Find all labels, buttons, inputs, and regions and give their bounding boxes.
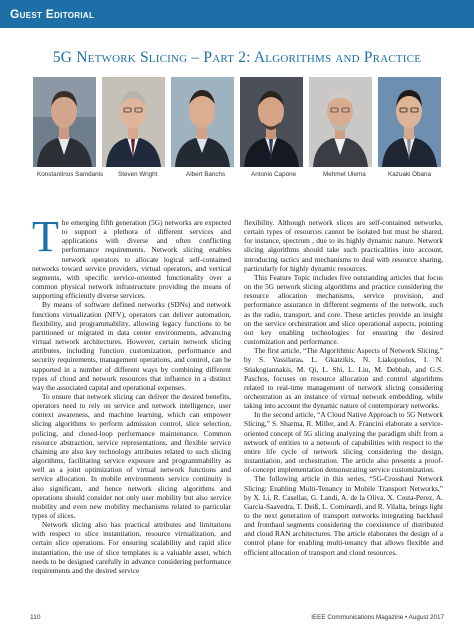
author-name: Steven Wright xyxy=(118,171,158,178)
author-name: Albert Banchs xyxy=(186,171,226,178)
author-name: Antonio Capone xyxy=(251,171,297,178)
body-paragraph: The following article in this series, “5G-Crosshaul Network Slicing: Enabling Multi-Tenancy in Mobile Transport Networks,” by X. Li, R. Casellas, G. Landi, A. de la Oliva, X. Costa-Perez, A. Garcia-Saavedra, T. Deiß, L. Cominardi, and R. Vilalta, brings light to the next generation of transport networks integrating backhaul and fronthaul segments considering the coexistence of distributed and cloud RAN architectures. The article elaborates the design of a control plane for enabling multi-tenancy that allows flexible and efficient allocation of transport and cloud resources. xyxy=(244,474,444,557)
section-banner xyxy=(0,0,474,28)
author-photos xyxy=(33,77,443,167)
author-name: Kazuaki Obana xyxy=(388,171,432,178)
body-paragraph: To ensure that network slicing can deliver the desired benefits, operators need to rely on service and network intelligence, user context awareness, and machine learning, which can empower slicing algorithms to perform admission control, slice selection, policing, and closed-loop performance maintenance. Common resource abstraction, service representations, and flexible service chaining are also key technology attributes related to such slicing algorithms, facilitating service exposure and programmability as well as a joint optimization of virtual network functions and service allocation. In mobile environments service continuity is also significant, and hence network slicing algorithms and operations should consider not only user mobility but also service mobility and even new mobility mechanisms related to particular types of slices. xyxy=(32,391,231,520)
author-photo-2 xyxy=(102,77,165,167)
body-paragraph: By means of software defined networks (SDNs) and network functions virtualization (NFV), operators can deliver automation, flexibility, and programmability, allowing legacy functions to be partitioned or migrated in data center environments, advancing virtual network architectures. However, certain network slicing attributes, including function customization, performance and security requirements, management operations, and control, can be supported in a number of different ways by combining different types of cloud and network resources that influence in a distinct way the associated capital and operational expenses. xyxy=(32,300,231,392)
body-paragraph: flexibility. Although network slices are self-contained networks, certain types of resources cannot be isolated but must be shared, for instance, spectrum , due to its highly dynamic nature. Network slicing algorithms should take such practicalities into account, introducing tactics and mechanisms to deal with resource sharing, particularly for highly dynamic resources. xyxy=(244,218,443,273)
body-paragraph: Network slicing also has practical attributes and limitations with respect to slice instantiation, resource virtualization, and certain slice operations. For ensuring scalability and rapid slice instantiation, the use of slice templates is a valuable asset, which needs to be designed carefully in advance considering performance requirements and the desired service xyxy=(32,520,231,575)
journal-footer: IEEE Communications Magazine • August 2017 xyxy=(311,614,444,621)
author-photo-5 xyxy=(309,77,372,167)
body-paragraph: The emerging fifth generation (5G) networks are expected to support a plethora of different services and applications with diverse and often conflicting performance requirements. Network slicing enables network operators to allocate logical self-contained networks toward service providers, virtual operators, and vertical segments, with specific service-oriented functionality over a common physical network infrastructure providing the means of supporting efficiently diverse services. xyxy=(32,212,231,301)
body-paragraph: In the second article, “A Cloud Native Approach to 5G Network Slicing,” S. Sharma, R. Miller, and A. Francini elaborate a service-oriented concept of 5G slicing analyzing the paradigm shift from a network of entities to a network of capabilities with respect to the entire life cycle of network slicing considering the design, instantiation, and orchestration. The article also presents a proof-of-concept implementation demonstrating service customization. xyxy=(244,410,443,475)
author-names xyxy=(0,171,474,183)
author-photo-6 xyxy=(378,77,441,167)
right-column xyxy=(244,218,443,557)
article-title: 5G Network Slicing – Part 2: Algorithms and Practice xyxy=(52,49,422,66)
page-number: 110 xyxy=(30,614,41,621)
author-photo-4 xyxy=(240,77,303,167)
author-name: Mehmet Ulema xyxy=(323,171,366,178)
author-name: Konstantinos Samdanis xyxy=(37,171,104,178)
drop-cap: T xyxy=(32,212,59,261)
author-photo-3 xyxy=(171,77,234,167)
body-paragraph: This Feature Topic includes five outstanding articles that focus on the 5G network slicing algorithms and practice considering the resource allocation mechanisms, service provision, and performance assurance in different segments of the network, such as the radio, transport, and core. These articles provide an insight on the service orchestration and slice operational aspects, pointing out key enabling technologies for ensuring the desired customization and performance. xyxy=(244,272,443,347)
body-paragraph: The first article, “The Algorithmic Aspects of Network Slicing,” by S. Vassilaras, L. Gkatzikis, N. Liakopoulos, I. N. Stiakogiannakis, M. Qi, L. Shi, L. Liu, M. Debbah, and G.S. Paschos, focuses on resource allocation and control algorithms related to real-time management of network slicing considering orchestration as an instance of virtual network embedding, while taking into account the dynamic nature of contemporary networks. xyxy=(244,346,443,411)
section-label: Guest Editorial xyxy=(10,7,95,21)
author-photo-1 xyxy=(33,77,96,167)
left-column xyxy=(32,212,231,575)
